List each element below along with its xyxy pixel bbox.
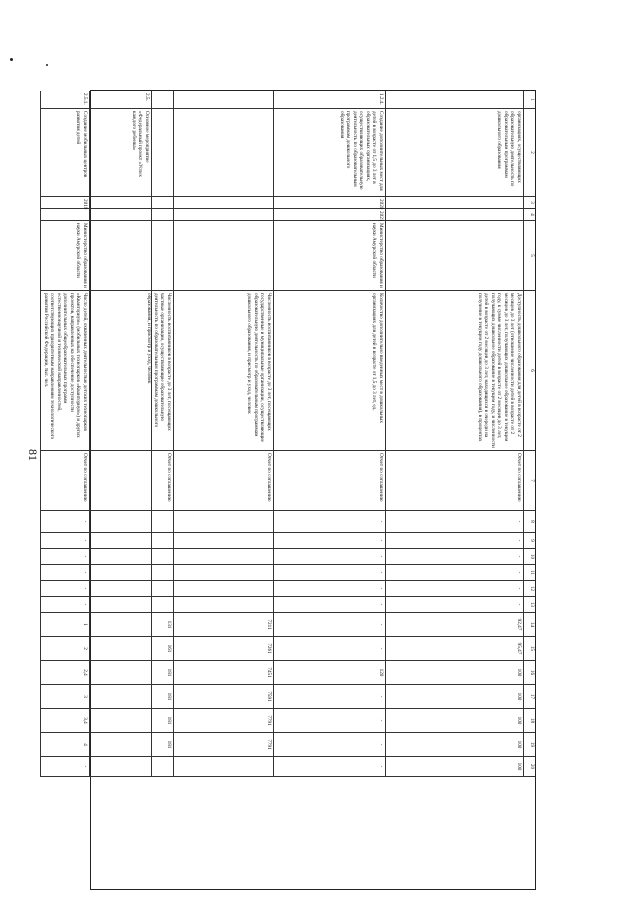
table-cell: -	[385, 511, 523, 533]
table-cell: Доступность дошкольного образования для детей в возрасте от 2 месяцев до 3 лет (отношение численности детей в возрасте от 2 месяцев до 3 лет, получающих дошкольное образование в текущем году, к сумме численности детей в возрасте от 2 месяцев до 3 лет, получающих дошкольное образование в текущем году, и численности детей в возрасте от 2 месяцев до 3 лет, находящихся в очереди на получение в текущем году дошкольного образования), в процентах	[385, 291, 523, 451]
header-cell: 6	[523, 291, 535, 451]
table-cell	[385, 209, 523, 221]
table-cell: Отчет по соглашению	[41, 451, 90, 511]
table-cell	[151, 533, 173, 549]
table-cell: -	[273, 511, 385, 533]
table-cell	[173, 757, 273, 777]
table-cell: 7791	[173, 709, 273, 733]
table-cell: Отчет по соглашению	[385, 451, 523, 511]
table-cell: -	[41, 565, 90, 581]
table-cell	[151, 581, 173, 597]
header-cell: 5	[523, 221, 535, 291]
program-table	[43, 90, 536, 890]
table-cell	[151, 197, 173, 209]
header-cell: 15	[523, 637, 535, 661]
table-cell: Отчет по соглашению	[273, 451, 385, 511]
header-cell: 2	[523, 109, 535, 197]
table-cell	[151, 91, 173, 109]
table-cell: -	[273, 733, 385, 757]
table-cell: Создание дополнительных мест для детей в возрасте от 1,5 до 3 лет в образовательных организациях, осуществляющих образовательную деятельность по образовательным программам дошкольного образования	[273, 109, 385, 197]
table-cell: -	[273, 709, 385, 733]
header-cell: 14	[523, 613, 535, 637]
table-cell: -	[273, 637, 385, 661]
page-number: 81	[26, 449, 40, 461]
table-cell: 4	[41, 733, 90, 757]
table-cell: 181	[151, 709, 173, 733]
header-cell: 19	[523, 733, 535, 757]
table-cell: -	[273, 685, 385, 709]
table-cell	[173, 581, 273, 597]
table-cell	[89, 757, 151, 777]
table-cell: -	[41, 549, 90, 565]
header-cell: 20	[523, 757, 535, 777]
table-cell: 100	[385, 685, 523, 709]
table-cell: Численность воспитанников в возрасте до 3 лет, посещающих государственные и муниципальные организации, осуществляющие образовательную деятельность по образовательным программам дошкольного образования, и присмотр и уход, человек	[173, 291, 273, 451]
table-cell	[151, 209, 173, 221]
table-cell	[151, 549, 173, 565]
table-cell	[89, 549, 151, 565]
table-cell: -	[385, 565, 523, 581]
table-cell	[151, 757, 173, 777]
table-cell	[151, 511, 173, 533]
table-cell: 3,4	[41, 709, 90, 733]
table-cell	[151, 597, 173, 613]
table-cell	[173, 533, 273, 549]
table-cell: 100	[385, 757, 523, 777]
table-cell	[173, 549, 273, 565]
table-cell: 100	[385, 733, 523, 757]
table-cell: -	[273, 549, 385, 565]
table-cell: Отчет по соглашению	[173, 451, 273, 511]
table-cell	[89, 511, 151, 533]
table-cell: Число детей, охваченных деятельностью детских технопарков «Кванториум» (мобильных технопарков «Кванториум») и других проектов, направленных на обеспечение доступности дополнительных общеобразовательных программ естественнонаучной и технической направленностей, соответствующих приоритетным направлениям технологического развития Российской Федерации, тыс. чел.	[41, 291, 90, 451]
table-cell	[173, 597, 273, 613]
table-cell: 2	[41, 637, 90, 661]
table-cell	[151, 565, 173, 581]
table-cell	[89, 451, 151, 511]
table-cell: -	[41, 511, 90, 533]
table-cell: 181	[151, 661, 173, 685]
table-cell: 2.5.1.	[41, 91, 90, 109]
table-cell	[89, 209, 151, 221]
header-cell: 8	[523, 511, 535, 533]
header-cell: 18	[523, 709, 535, 733]
table-cell: Создание мобильных центров развития детей	[41, 109, 90, 197]
table-cell	[173, 197, 273, 209]
table-cell: 2.5.	[89, 91, 151, 109]
table-cell: Министерство образования и науки Амурской области	[273, 221, 385, 291]
table-cell: -	[385, 597, 523, 613]
table-cell: -	[273, 613, 385, 637]
table-cell: 181	[151, 685, 173, 709]
table-cell: 7791	[173, 733, 273, 757]
table-cell: 92,47	[385, 613, 523, 637]
header-cell: 4	[523, 209, 535, 221]
table-cell: Численность воспитанников в возрасте до 3 лет, посещающих частные организации, осуществляющие образовательную деятельность по образовательным программам дошкольного образования, и присмотр и уход, человек	[151, 291, 173, 451]
header-cell: 10	[523, 549, 535, 565]
table-cell: 2,4	[41, 661, 90, 685]
table-cell: 1	[41, 613, 90, 637]
table-cell	[173, 221, 273, 291]
scan-speck	[46, 64, 48, 66]
table-cell: 7211	[173, 613, 273, 637]
header-cell: 9	[523, 533, 535, 549]
table-cell: -	[41, 533, 90, 549]
table-cell	[89, 291, 151, 451]
table-cell: 161	[151, 637, 173, 661]
table-cell: -	[385, 549, 523, 565]
header-cell: 13	[523, 597, 535, 613]
table-cell: 100	[385, 661, 523, 685]
table-cell	[173, 91, 273, 109]
table-cell: Основное мероприятие «Федеральный проект «Успех каждого ребенка»	[89, 109, 151, 197]
scan-speck	[10, 58, 13, 61]
table-cell	[89, 709, 151, 733]
table-cell: 3	[41, 685, 90, 709]
table-cell	[89, 581, 151, 597]
table-cell: -	[273, 565, 385, 581]
table-cell: 100	[385, 709, 523, 733]
table-cell	[89, 637, 151, 661]
table-cell	[89, 597, 151, 613]
header-cell: 17	[523, 685, 535, 709]
table-cell	[385, 221, 523, 291]
table-cell	[89, 733, 151, 757]
table-cell: Министерство образования и науки Амурской области	[41, 221, 90, 291]
table-cell	[89, 221, 151, 291]
table-cell: 120	[273, 661, 385, 685]
table-cell: 95,47	[385, 637, 523, 661]
table-cell: 7261	[173, 637, 273, 661]
header-cell: 1	[523, 91, 535, 109]
table-cell	[173, 209, 273, 221]
header-cell: 3	[523, 197, 535, 209]
table-cell: -	[273, 581, 385, 597]
table-cell	[151, 109, 173, 197]
table-cell: 2020	[273, 197, 385, 209]
table-cell	[173, 565, 273, 581]
table-cell: 131	[151, 613, 173, 637]
header-cell: 11	[523, 565, 535, 581]
table-cell: 2019	[41, 197, 90, 209]
table-cell	[173, 511, 273, 533]
table-cell: 2021	[273, 209, 385, 221]
header-cell: 12	[523, 581, 535, 597]
table-cell: -	[273, 533, 385, 549]
table-cell	[385, 91, 523, 109]
table-cell: 1.2.4.	[273, 91, 385, 109]
table-cell: -	[385, 581, 523, 597]
table-cell	[173, 109, 273, 197]
table-cell	[89, 685, 151, 709]
table-cell: 181	[151, 733, 173, 757]
table-cell: -	[273, 597, 385, 613]
table-cell: 7451	[173, 661, 273, 685]
table-cell	[89, 661, 151, 685]
table-cell	[385, 197, 523, 209]
table-cell	[89, 613, 151, 637]
rotated-table-area	[43, 90, 536, 890]
header-cell: 16	[523, 661, 535, 685]
table-cell: организациях, осуществляющих образовательную деятельность по образовательным программам дошкольного образования	[385, 109, 523, 197]
table-cell	[151, 221, 173, 291]
table-cell: Количество дополнительно введенных мест в дошкольных организациях для детей в возрасте от 1,5 до 3 лет, ед.	[273, 291, 385, 451]
header-cell: 7	[523, 451, 535, 511]
table-cell: 7591	[173, 685, 273, 709]
table-cell: -	[273, 757, 385, 777]
table-cell	[41, 209, 90, 221]
table-cell: -	[385, 533, 523, 549]
table-cell: -	[41, 597, 90, 613]
table-cell: Отчет по соглашению	[151, 451, 173, 511]
table-cell: -	[41, 581, 90, 597]
table-cell: -	[41, 757, 90, 777]
table-cell	[89, 565, 151, 581]
table-cell	[89, 533, 151, 549]
table-cell	[89, 197, 151, 209]
